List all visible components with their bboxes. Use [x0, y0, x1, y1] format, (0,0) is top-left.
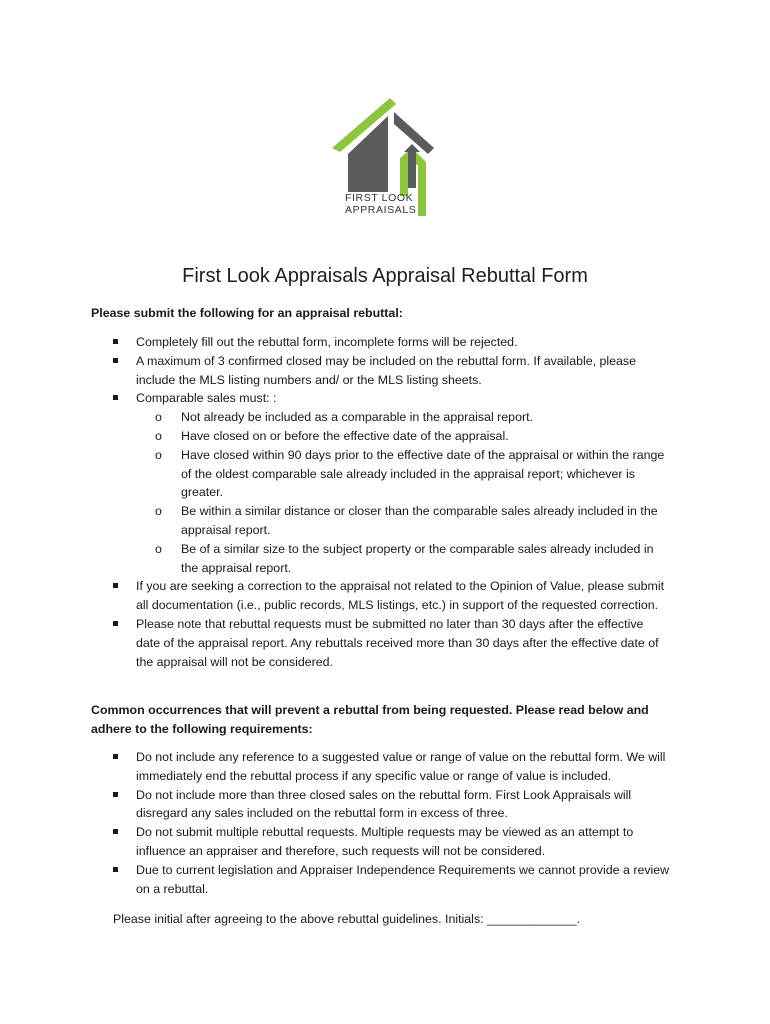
section2-list	[110, 748, 670, 898]
section1-list	[110, 333, 670, 671]
sub-list-item: o Be of a similar size to the subject property or the comparable sales already included in the appraisal report.	[181, 540, 670, 578]
logo-text-line1: FIRST LOOK	[345, 192, 414, 204]
section2-heading: Common occurrences that will prevent a rebuttal from being requested. Please read below and adhere to the following requirements:	[91, 703, 649, 736]
list-item	[110, 748, 670, 786]
list-item-text: Do not include more than three closed sales on the rebuttal form. First Look Appraisals will disregard any sales included on the rebuttal form in excess of three.	[136, 787, 632, 821]
sub-list-item: o Not already be included as a comparable in the appraisal report.	[181, 408, 670, 427]
list-item-text: A maximum of 3 confirmed closed may be included on the rebuttal form. If available, please include the MLS listing numbers and/ or the MLS listing sheets.	[136, 353, 637, 387]
company-logo	[330, 96, 440, 220]
list-item	[110, 786, 670, 824]
section1-heading: Please submit the following for an appraisal rebuttal:	[91, 306, 403, 320]
list-item-text: Please note that rebuttal requests must be submitted no later than 30 days after the effective date of the appraisal report. Any rebuttals received more than 30 days after the effective date of the appraisal will not be considered.	[136, 616, 659, 669]
list-item-text: If you are seeking a correction to the appraisal not related to the Opinion of Value, please submit all documentation (i.e., public records, MLS listings, etc.) in support of the requested correction.	[136, 579, 665, 613]
list-item	[110, 577, 670, 615]
sub-list-item: o Be within a similar distance or closer than the comparable sales already included in the appraisal report.	[181, 502, 670, 540]
sub-list-item: o Have closed within 90 days prior to the effective date of the appraisal or within the range of the oldest comparable sale already included in the appraisal report; whichever is greater.	[181, 446, 670, 502]
list-item	[110, 352, 670, 390]
list-item-text: Comparable sales must: :	[136, 391, 277, 406]
list-item-text: Do not submit multiple rebuttal requests. Multiple requests may be viewed as an attempt to influence an appraiser and therefore, such requests will not be considered.	[136, 825, 634, 858]
sub-list-item: o Have closed on or before the effective date of the appraisal.	[181, 427, 670, 446]
list-item	[110, 823, 670, 861]
page-title: First Look Appraisals Appraisal Rebuttal Form	[182, 265, 588, 287]
list-item	[110, 861, 670, 899]
list-item-text: Due to current legislation and Appraiser Independence Requirements we cannot provide a review on a rebuttal.	[136, 862, 670, 896]
list-item	[110, 389, 670, 577]
logo-text-line2: APPRAISALS	[345, 204, 417, 216]
sub-list	[136, 408, 670, 577]
list-item	[110, 333, 670, 352]
list-item-text: Do not include any reference to a suggested value or range of value on the rebuttal form. We will immediately end the rebuttal process if any specific value or range of value is included.	[136, 750, 666, 783]
list-item	[110, 615, 670, 671]
initials-line: Please initial after agreeing to the above rebuttal guidelines. Initials: _____________.	[113, 912, 581, 926]
list-item-text: Completely fill out the rebuttal form, incomplete forms will be rejected.	[136, 335, 518, 349]
